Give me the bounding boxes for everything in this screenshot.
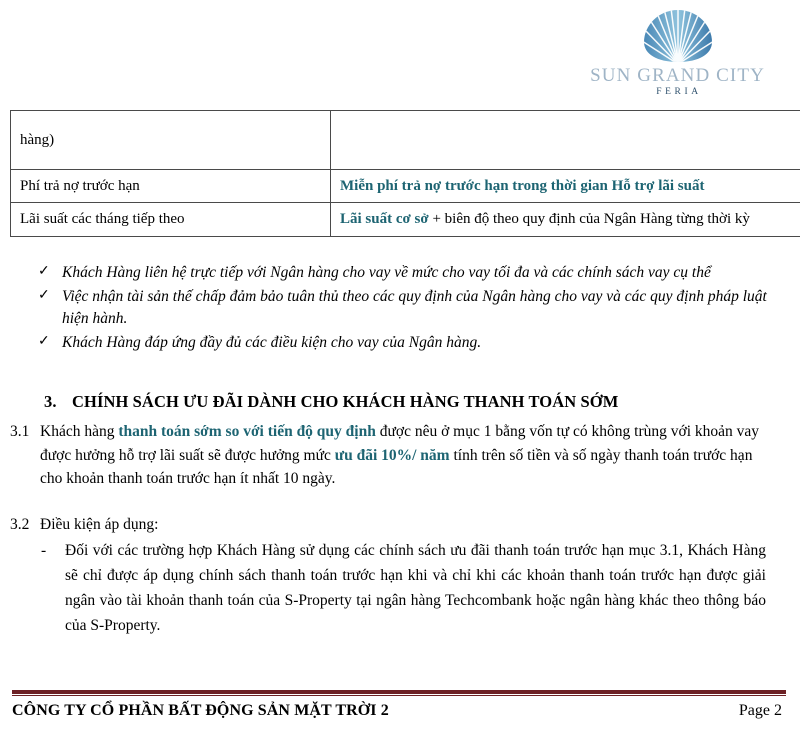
check-icon: ✓ (38, 287, 50, 303)
table-value-accent: Miễn phí trả nợ trước hạn trong thời gian Hỗ trợ lãi suất (340, 178, 705, 194)
page-footer (12, 690, 786, 721)
check-icon: ✓ (38, 333, 50, 349)
footer-page-number: Page 2 (738, 702, 782, 719)
table-value-rest: + biên độ theo quy định của Ngân Hàng từng thời kỳ (428, 211, 750, 228)
list-item (0, 286, 800, 331)
table-cell-label: hàng) (11, 111, 331, 170)
table-value-accent: Lãi suất cơ sở (340, 211, 429, 228)
paragraph-text-2: được nêu ở mục 1 bằng vốn tự có không trùng với khoản vay được hưởng hỗ trợ lãi suất sẽ được hưởng mức (40, 423, 760, 464)
list-item-text: Khách Hàng đáp ứng đầy đủ các điều kiện cho vay của Ngân hàng. (62, 333, 482, 351)
brand-logo (585, 8, 770, 97)
paragraph-number: 3.1 (10, 423, 30, 440)
conditions-check-list (0, 262, 800, 356)
paragraph-accent-1: thanh toán sớm so với tiến độ quy định (118, 423, 376, 440)
brand-name: SUN GRAND CITY (590, 65, 765, 86)
table-cell-label: Phí trả nợ trước hạn (11, 170, 331, 203)
application-conditions-list (0, 538, 800, 638)
footer-row (12, 702, 786, 720)
table-row (11, 170, 800, 203)
page-header (0, 0, 800, 105)
list-item-text: Việc nhận tài sản thế chấp đảm bảo tuân thủ theo các quy định của Ngân hàng cho vay và các quy định pháp luật hiện hành. (62, 287, 767, 328)
sun-shell-fan-icon (639, 8, 717, 64)
list-item-text: Đối với các trường hợp Khách Hàng sử dụng các chính sách ưu đãi thanh toán trước hạn mục 3.1, Khách Hàng sẽ chỉ được áp dụng chính sách thanh toán trước hạn khi và chỉ khi các khoản thanh toán trước hạn được giải ngân vào tài khoản thanh toán của S-Property tại ngân hàng Techcombank hoặc ngân hàng khác theo thông báo của S-Property. (65, 542, 766, 635)
footer-rule-thick (12, 690, 786, 694)
table-cell-value (331, 203, 800, 236)
loan-terms-table (10, 110, 800, 237)
table-row (11, 111, 800, 170)
table-cell-value (331, 170, 800, 203)
table-cell-label: Lãi suất các tháng tiếp theo (11, 203, 331, 236)
table-row (11, 203, 800, 236)
paragraph-number: 3.2 (10, 516, 30, 533)
paragraph-3-1 (0, 420, 800, 491)
paragraph-accent-2: ưu đãi 10%/ năm (334, 446, 450, 464)
list-item (0, 538, 800, 638)
section-title: CHÍNH SÁCH ƯU ĐÃI DÀNH CHO KHÁCH HÀNG THANH TOÁN SỚM (72, 392, 619, 411)
paragraph-text-3: tính trên số tiền và số ngày thanh toán trước hạn cho khoản thanh toán trước hạn ít nhất 10 ngày. (40, 446, 753, 488)
brand-subtitle: FERIA (656, 86, 702, 97)
paragraph-text-1: Khách hàng (40, 423, 119, 440)
paragraph-text: Điều kiện áp dụng: (40, 516, 159, 533)
footer-company-name: CÔNG TY CỔ PHẦN BẤT ĐỘNG SẢN MẶT TRỜI 2 (12, 702, 389, 719)
check-icon: ✓ (38, 264, 50, 279)
list-item (0, 262, 800, 285)
paragraph-3-2 (0, 513, 800, 537)
list-item-text: Khách Hàng liên hệ trực tiếp với Ngân hàng cho vay về mức cho vay tối đa và các chính sách vay cụ thể (62, 264, 711, 281)
section-number: 3. (44, 392, 57, 411)
table-cell-value (331, 111, 800, 170)
list-item (0, 332, 800, 355)
section-heading (0, 392, 800, 412)
dash-bullet-icon: - (41, 542, 47, 559)
footer-rule-thin (12, 695, 786, 696)
